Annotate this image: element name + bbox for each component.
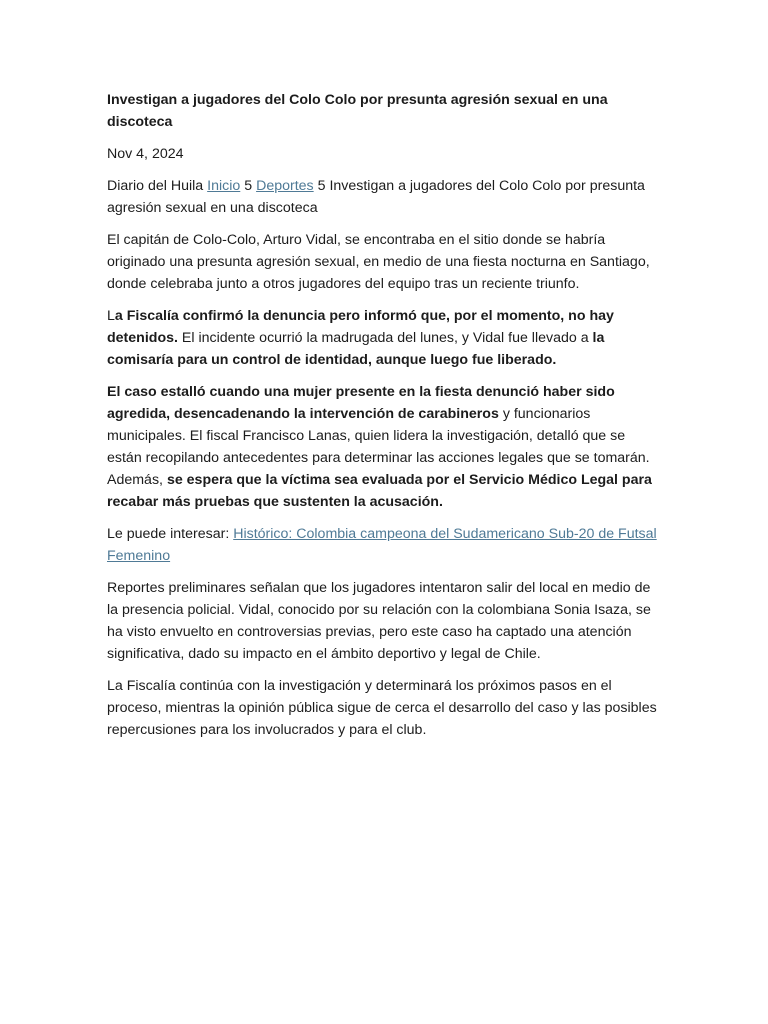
breadcrumb-source: Diario del Huila — [107, 178, 204, 194]
paragraph-3-text: y funcionarios municipales. El fiscal Francisco Lanas, quien lidera la investigación, detalló que se están recopilando antecedentes para determinar las acciones legales que se tomarán. Además, — [107, 406, 650, 488]
paragraph-3-bold-b: se espera que la víctima sea evaluada por el Servicio Médico Legal para recabar más pruebas que sustenten la acusación. — [107, 472, 652, 510]
paragraph-2-bold-a: a Fiscalía confirmó la denuncia pero informó que, por el momento, no hay detenidos. — [107, 308, 614, 346]
related-article — [107, 523, 663, 567]
paragraph-2-text: El incidente ocurrió la madrugada del lunes, y Vidal fue llevado a — [177, 330, 593, 346]
breadcrumb-home-link[interactable]: Inicio — [207, 178, 241, 194]
paragraph-2-initial: L — [107, 308, 115, 324]
breadcrumb-section-link[interactable]: Deportes — [256, 178, 314, 194]
paragraph-1: El capitán de Colo-Colo, Arturo Vidal, se encontraba en el sitio donde se habría originado una presunta agresión sexual, en medio de una fiesta nocturna en Santiago, donde celebraba junto a otros jugadores del equipo tras un reciente triunfo. — [107, 232, 650, 292]
breadcrumb — [107, 175, 663, 219]
breadcrumb-separator: 5 — [244, 178, 253, 194]
paragraph-2-bold-b: la comisaría para un control de identidad, aunque luego fue liberado. — [107, 330, 605, 368]
paragraph-3-bold-a: El caso estalló cuando una mujer presente en la fiesta denunció haber sido agredida, desencadenando la intervención de carabineros — [107, 384, 615, 422]
related-article-label: Le puede interesar: — [107, 526, 234, 542]
related-article-link[interactable]: Histórico: Colombia campeona del Sudamericano Sub-20 de Futsal Femenino — [107, 526, 657, 564]
breadcrumb-separator: 5 — [317, 178, 326, 194]
article-title: Investigan a jugadores del Colo Colo por presunta agresión sexual en una discoteca — [107, 92, 608, 130]
article — [107, 89, 663, 751]
paragraph-3 — [107, 381, 663, 513]
paragraph-2 — [107, 305, 663, 371]
paragraph-5: La Fiscalía continúa con la investigación y determinará los próximos pasos en el proceso, mientras la opinión pública sigue de cerca el desarrollo del caso y las posibles repercusiones para los involucrados y para el club. — [107, 678, 657, 738]
paragraph-4: Reportes preliminares señalan que los jugadores intentaron salir del local en medio de la presencia policial. Vidal, conocido por su relación con la colombiana Sonia Isaza, se ha visto envuelto en controversias previas, pero este caso ha captado una atención significativa, dado su impacto en el ámbito deportivo y legal de Chile. — [107, 580, 651, 662]
article-date: Nov 4, 2024 — [107, 146, 184, 162]
breadcrumb-current: Investigan a jugadores del Colo Colo por presunta agresión sexual en una discoteca — [107, 178, 645, 216]
